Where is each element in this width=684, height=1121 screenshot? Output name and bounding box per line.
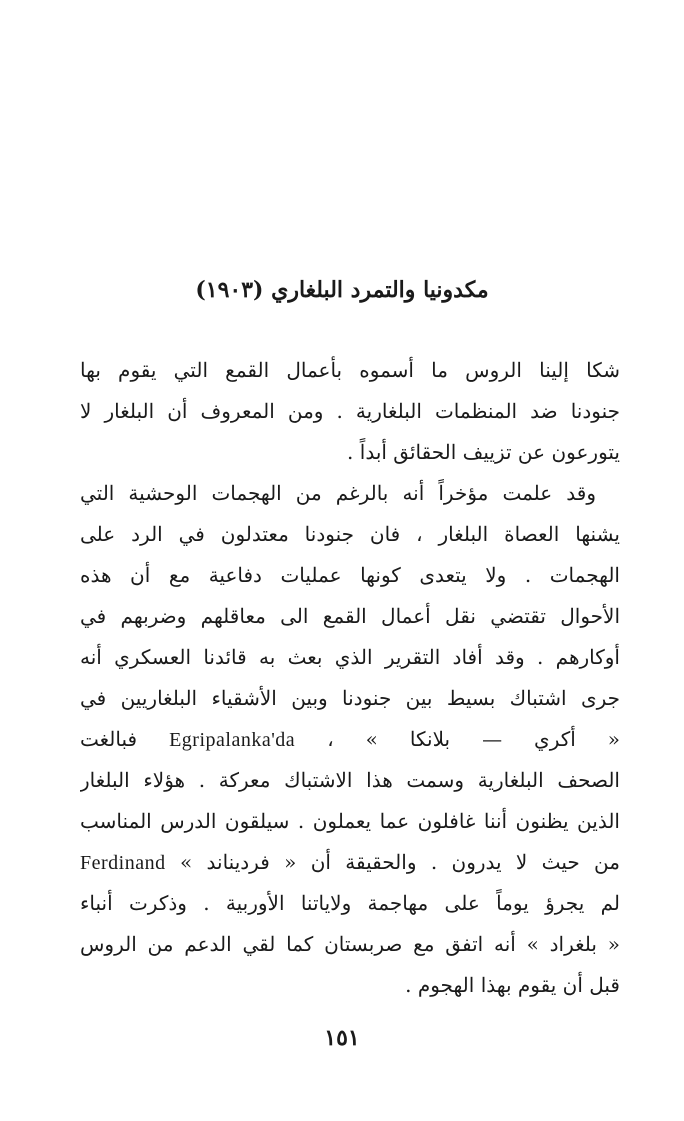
text-line: الأحوال تقتضي نقل أعمال القمع الى معاقلهم وضربهم في xyxy=(80,604,620,628)
separator: ، xyxy=(327,727,334,751)
text-line-mixed xyxy=(80,842,620,883)
text-line: لم يجرؤ يوماً على مهاجمة ولاياتنا الأوربية . وذكرت أنباء xyxy=(80,891,620,915)
body-text xyxy=(80,350,620,1006)
text-line: الهجمات . ولا يتعدى كونها عمليات دفاعية مع أن هذه xyxy=(80,563,620,587)
text-line: يتورعون عن تزييف الحقائق أبداً . xyxy=(347,440,620,464)
person-name-latin: Ferdinand xyxy=(80,852,166,874)
page-number: ١٥١ xyxy=(324,1025,360,1051)
text-line-mixed xyxy=(80,719,620,760)
text-line: « بلغراد » أنه اتفق مع صربستان كما لقي الدعم من الروس xyxy=(80,932,620,956)
text-line: أوكارهم . وقد أفاد التقرير الذي بعث به قائدنا العسكري أنه xyxy=(80,645,620,669)
text-line: وقد علمت مؤخراً أنه بالرغم من الهجمات الوحشية التي xyxy=(80,481,596,505)
text-fragment: فبالغت xyxy=(80,727,138,751)
place-name-latin: Egripalanka'da xyxy=(169,729,296,751)
place-name-arabic: « أكري — بلانكا » xyxy=(365,727,620,751)
text-fragment: من حيث لا يدرون . والحقيقة أن « فرديناند » xyxy=(179,850,620,874)
chapter-title: مكدونيا والتمرد البلغاري (١٩٠٣) xyxy=(195,277,489,303)
text-line: الذين يظنون أننا غافلون عما يعملون . سيلقون الدرس المناسب xyxy=(80,809,620,833)
text-line: يشنها العصاة البلغار ، فان جنودنا معتدلون في الرد على xyxy=(80,522,620,546)
text-line: جنودنا ضد المنظمات البلغارية . ومن المعروف أن البلغار لا xyxy=(80,399,620,423)
text-line: الصحف البلغارية وسمت هذا الاشتباك معركة . هؤلاء البلغار xyxy=(80,768,620,792)
text-line: قبل أن يقوم بهذا الهجوم . xyxy=(405,973,620,997)
text-line: جرى اشتباك بسيط بين جنودنا وبين الأشقياء البلغاريين في xyxy=(80,686,620,710)
text-line: شكا إلينا الروس ما أسموه بأعمال القمع التي يقوم بها xyxy=(80,358,620,382)
